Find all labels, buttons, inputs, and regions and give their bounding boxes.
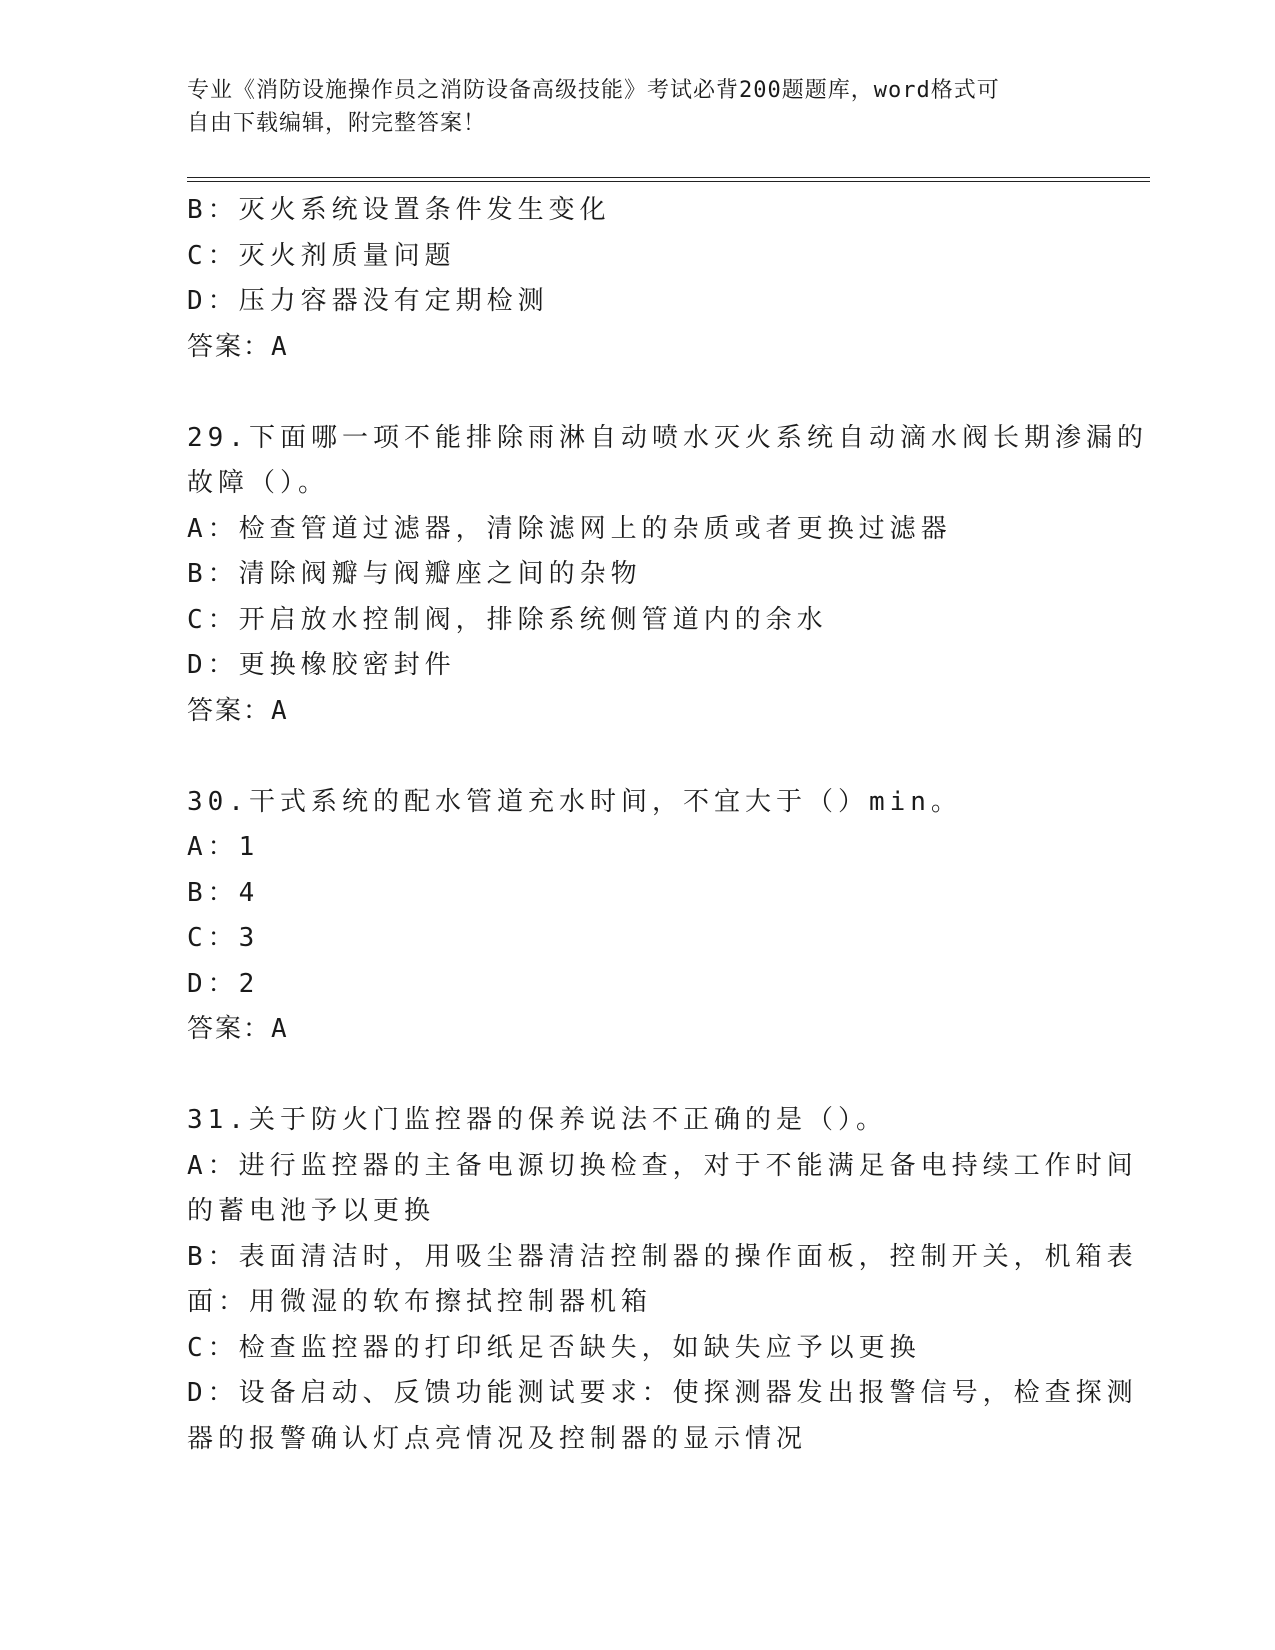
question-stem: 29.下面哪一项不能排除雨淋自动喷水灭火系统自动滴水阀长期渗漏的 xyxy=(187,422,1148,453)
option-b: B：清除阀瓣与阀瓣座之间的杂物 xyxy=(187,559,642,589)
document-header xyxy=(187,74,1067,140)
option-d: D：压力容器没有定期检测 xyxy=(187,286,549,316)
option-a-cont: 的蓄电池予以更换 xyxy=(187,1196,436,1226)
question-stem-cont: 故障（）。 xyxy=(187,468,330,498)
question-stem: 31.关于防火门监控器的保养说法不正确的是（）。 xyxy=(187,1105,887,1135)
option-b-cont: 面：用微湿的软布擦拭控制器机箱 xyxy=(187,1287,653,1317)
header-line-2: 自由下载编辑，附完整答案！ xyxy=(187,111,487,136)
option-d: D：2 xyxy=(187,968,260,999)
question-29 xyxy=(187,416,1148,735)
question-list xyxy=(187,188,1148,1462)
question-30 xyxy=(187,780,1087,1053)
option-a: A：1 xyxy=(187,832,260,862)
option-c: C：3 xyxy=(187,923,260,953)
option-b: B：表面清洁时，用吸尘器清洁控制器的操作面板，控制开关，机箱表 xyxy=(187,1241,1138,1272)
option-a: A：进行监控器的主备电源切换检查，对于不能满足备电持续工作时间 xyxy=(187,1150,1138,1181)
option-c: C：检查监控器的打印纸足否缺失，如缺失应予以更换 xyxy=(187,1332,921,1363)
answer-line: 答案：A xyxy=(187,695,289,726)
option-b: B：灭火系统设置条件发生变化 xyxy=(187,195,611,225)
header-line-1: 专业《消防设施操作员之消防设备高级技能》考试必背200题题库，word格式可 xyxy=(187,78,1000,103)
spacer xyxy=(187,1053,1087,1099)
answer-line: 答案：A xyxy=(187,331,289,362)
spacer xyxy=(187,734,1087,780)
header-divider-top xyxy=(187,177,1150,178)
option-d: D：设备启动、反馈功能测试要求：使探测器发出报警信号，检查探测 xyxy=(187,1378,1138,1408)
spacer xyxy=(187,370,1087,416)
option-d: D：更换橡胶密封件 xyxy=(187,650,456,680)
question-stem: 30.干式系统的配水管道充水时间，不宜大于（）min。 xyxy=(187,786,962,817)
option-d-cont: 器的报警确认灯点亮情况及控制器的显示情况 xyxy=(187,1423,808,1454)
question-31 xyxy=(187,1098,1138,1462)
question-28-continued xyxy=(187,188,1087,370)
option-b: B：4 xyxy=(187,877,260,908)
header-divider-bottom xyxy=(187,181,1150,182)
option-c: C：开启放水控制阀，排除系统侧管道内的余水 xyxy=(187,604,828,635)
answer-line: 答案：A xyxy=(187,1014,289,1044)
option-c: C：灭火剂质量问题 xyxy=(187,240,456,271)
option-a: A：检查管道过滤器，清除滤网上的杂质或者更换过滤器 xyxy=(187,513,952,544)
